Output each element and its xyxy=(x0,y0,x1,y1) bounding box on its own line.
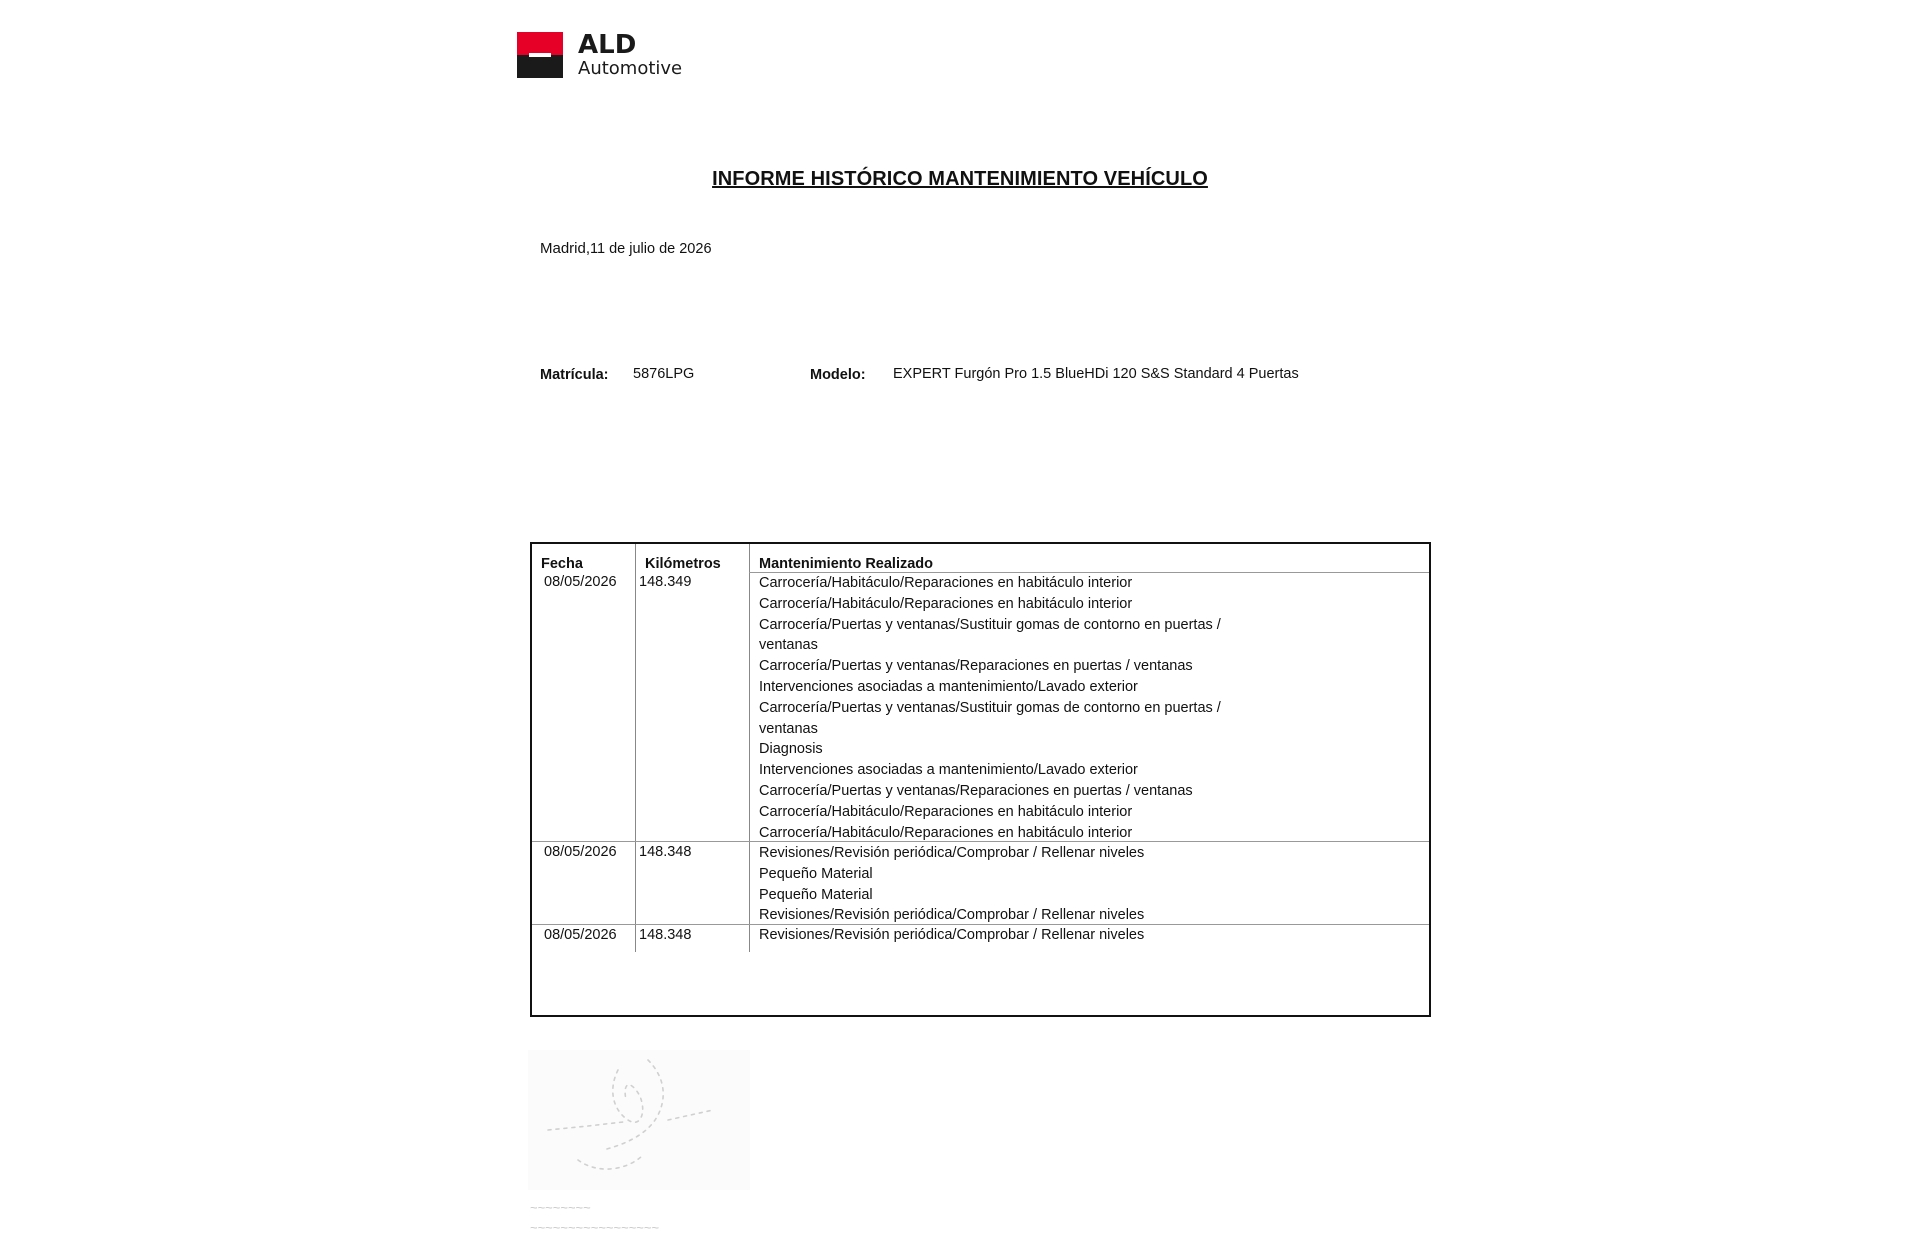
header-km: Kilómetros xyxy=(645,556,721,572)
plate-value: 5876LPG xyxy=(633,366,695,382)
task-item: Carrocería/Habitáculo/Reparaciones en habitáculo interior xyxy=(759,575,1133,591)
header-maintenance: Mantenimiento Realizado xyxy=(759,556,934,572)
task-item: ventanas xyxy=(759,720,818,737)
maintenance-table xyxy=(530,542,1431,1017)
logo-mark-dark xyxy=(517,55,563,78)
row-2-tasks xyxy=(759,843,1299,926)
task-item: Carrocería/Puertas y ventanas/Reparaciones en puertas / ventanas xyxy=(759,782,1193,799)
logo-text-primary: ALD xyxy=(578,30,637,60)
signer-name-faded: ~~~~~~~~ xyxy=(530,1200,591,1215)
task-item: Carrocería/Puertas y ventanas/Sustituir gomas de contorno en puertas / xyxy=(759,616,1221,633)
task-item: Carrocería/Habitáculo/Reparaciones en habitáculo interior xyxy=(759,803,1133,820)
task-item: Revisiones/Revisión periódica/Comprobar / Rellenar niveles xyxy=(759,927,1145,943)
task-item: Intervenciones asociadas a mantenimiento/Lavado exterior xyxy=(759,762,1138,779)
model-value: EXPERT Furgón Pro 1.5 BlueHDi 120 S&S Standard 4 Puertas xyxy=(893,366,1299,382)
row-1-date: 08/05/2026 xyxy=(544,574,617,590)
task-item: Pequeño Material xyxy=(759,865,873,882)
logo-text-secondary: Automotive xyxy=(578,58,683,79)
row-3-date: 08/05/2026 xyxy=(544,927,617,943)
task-item: ventanas xyxy=(759,637,818,654)
place-date xyxy=(540,240,712,257)
logo-mark-red xyxy=(517,32,563,55)
row-2-km: 148.348 xyxy=(639,844,692,860)
task-item: Pequeño Material xyxy=(759,886,873,903)
place: Madrid, xyxy=(540,240,591,257)
signer-role-faded: ~~~~~~~~~~~~~~~~~ xyxy=(530,1220,660,1235)
row-1-tasks xyxy=(759,573,1299,843)
task-item: Intervenciones asociadas a mantenimiento/Lavado exterior xyxy=(759,678,1138,695)
header-date: Fecha xyxy=(541,556,583,572)
task-item: Carrocería/Habitáculo/Reparaciones en habitáculo interior xyxy=(759,595,1133,612)
task-item: Carrocería/Puertas y ventanas/Sustituir gomas de contorno en puertas / xyxy=(759,699,1221,716)
plate-label: Matrícula: xyxy=(540,367,609,383)
row-3-tasks xyxy=(759,925,1299,946)
row-2-date: 08/05/2026 xyxy=(544,844,617,860)
column-divider-km xyxy=(749,544,750,952)
task-item: Revisiones/Revisión periódica/Comprobar / Rellenar niveles xyxy=(759,907,1145,924)
task-item: Carrocería/Habitáculo/Reparaciones en habitáculo interior xyxy=(759,824,1133,841)
report-date: 11 de julio de 2026 xyxy=(590,241,712,257)
task-item: Diagnosis xyxy=(759,741,823,758)
page-title: INFORME HISTÓRICO MANTENIMIENTO VEHÍCULO xyxy=(712,168,1208,190)
logo-mark-icon xyxy=(517,32,563,78)
logo-mark-bar xyxy=(529,53,551,57)
column-divider-date xyxy=(635,544,636,952)
task-item: Revisiones/Revisión periódica/Comprobar / Rellenar niveles xyxy=(759,845,1145,861)
signature-image xyxy=(528,1050,750,1190)
company-logo xyxy=(517,30,691,80)
task-item: Carrocería/Puertas y ventanas/Reparaciones en puertas / ventanas xyxy=(759,658,1193,675)
model-label: Modelo: xyxy=(810,367,866,383)
row-3-km: 148.348 xyxy=(639,927,692,943)
row-1-km: 148.349 xyxy=(639,574,692,590)
